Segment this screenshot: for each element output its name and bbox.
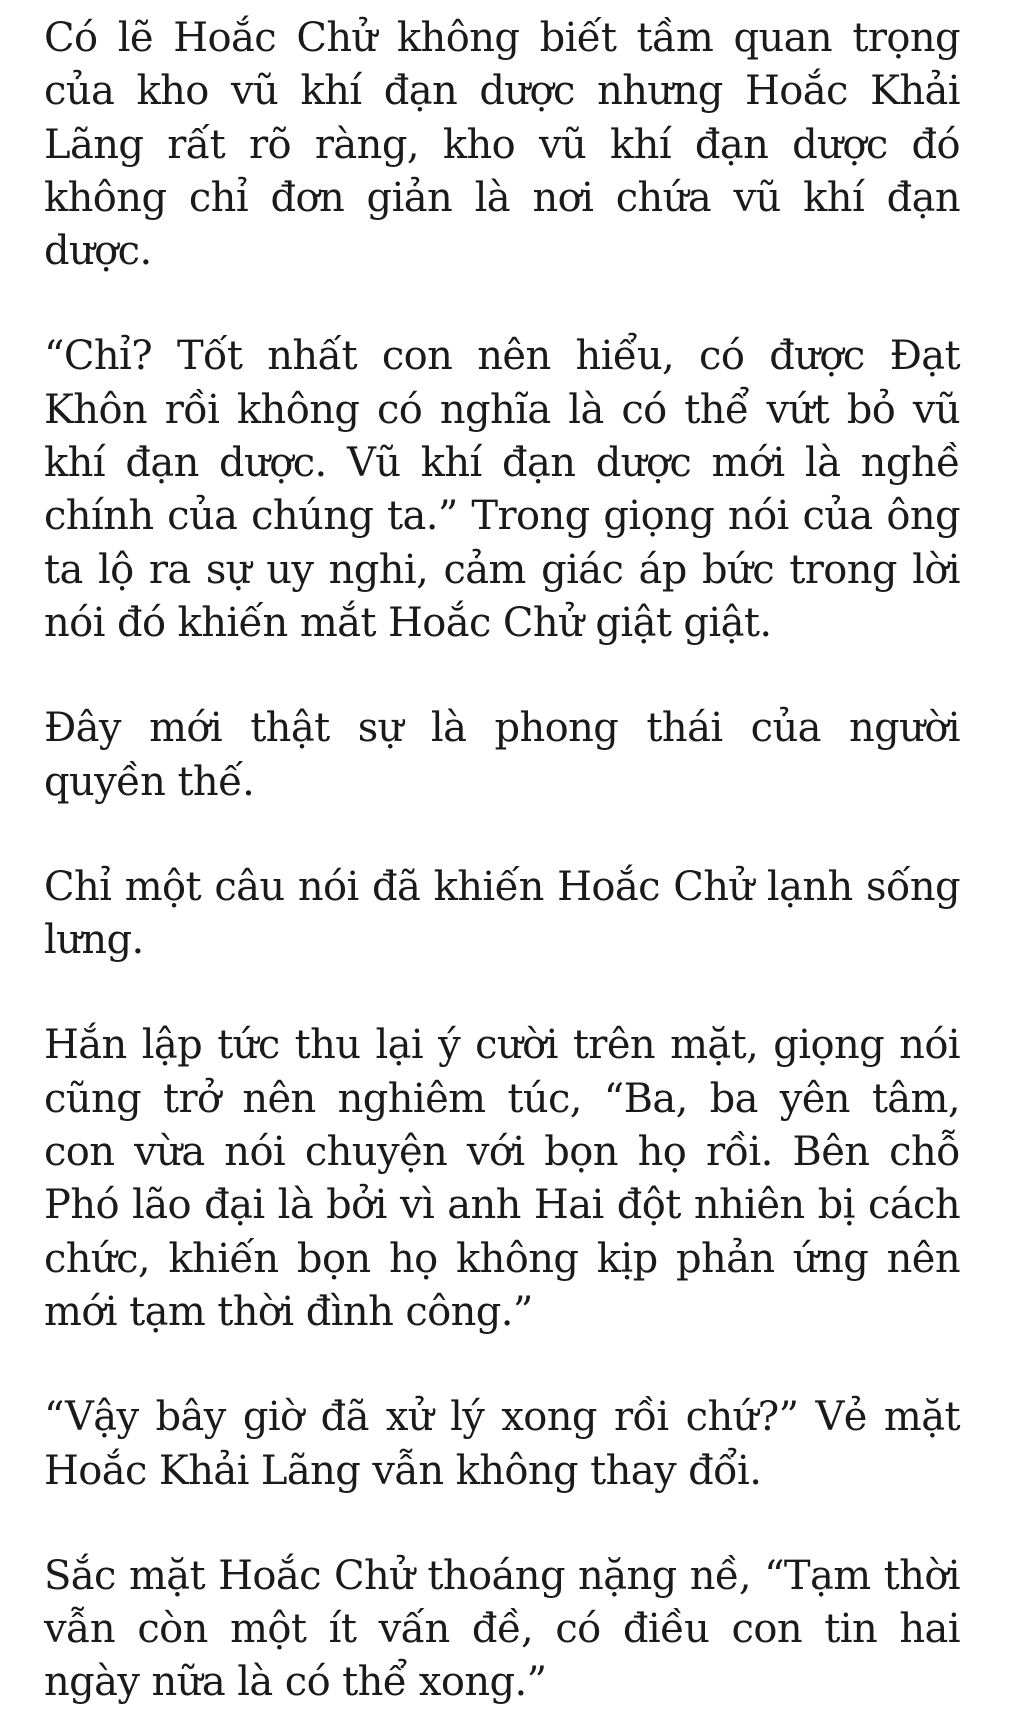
paragraph: Có lẽ Hoắc Chử không biết tầm quan trọng của kho vũ khí đạn dược nhưng Hoắc Khải Lãng rất rõ ràng, kho vũ khí đạn dược đó không chỉ đơn giản là nơi chứa vũ khí đạn dược. (44, 15, 960, 275)
document-page (44, 12, 960, 1710)
paragraph: Đây mới thật sự là phong thái của người quyền thế. (44, 705, 960, 805)
paragraph: Sắc mặt Hoắc Chử thoáng nặng nề, “Tạm thời vẫn còn một ít vấn đề, có điều con tin hai ngày nữa là có thể xong.” (44, 1552, 960, 1706)
paragraph: Hắn lập tức thu lại ý cười trên mặt, giọng nói cũng trở nên nghiêm túc, “Ba, ba yên tâm, con vừa nói chuyện với bọn họ rồi. Bên chỗ Phó lão đại là bởi vì anh Hai đột nhiên bị cách chức, khiến bọn họ không kịp phản ứng nên mới tạm thời đình công.” (44, 1022, 960, 1335)
paragraph: “Chỉ? Tốt nhất con nên hiểu, có được Đạt Khôn rồi không có nghĩa là có thể vứt bỏ vũ khí đạn dược. Vũ khí đạn dược mới là nghề chính của chúng ta.” Trong giọng nói của ông ta lộ ra sự uy nghi, cảm giác áp bức trong lời nói đó khiến mắt Hoắc Chử giật giật. (44, 333, 960, 646)
paragraph: Chỉ một câu nói đã khiến Hoắc Chử lạnh sống lưng. (44, 863, 960, 964)
paragraph: “Vậy bây giờ đã xử lý xong rồi chứ?” Vẻ mặt Hoắc Khải Lãng vẫn không thay đổi. (44, 1394, 960, 1494)
